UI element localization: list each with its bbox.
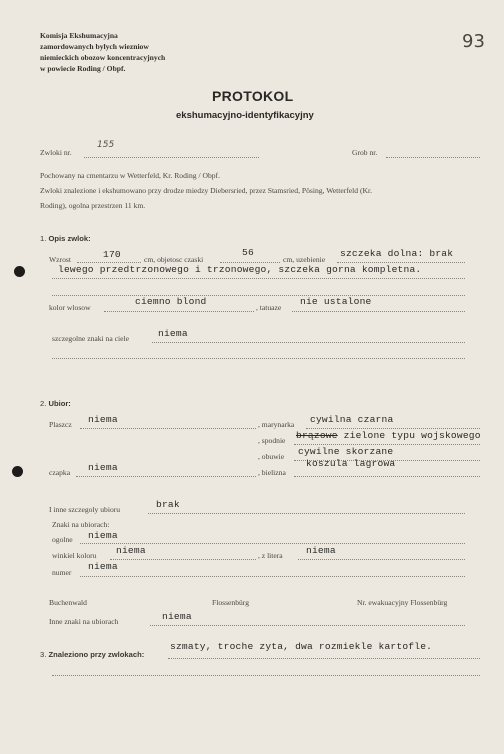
page-title: PROTOKOL [212,88,294,104]
marynarka-label: , marynarka [258,420,295,429]
wzrost-value: 170 [103,249,121,260]
objetosc-label: cm, objetosc czaski [144,255,204,264]
ogolne-value: niema [88,530,118,541]
org-line-4: w powiecie Roding / Obpf. [40,64,126,73]
obuwie-label: , obuwie [258,452,285,461]
nr-ewak-label: Nr. ewakuacyjny Flossenbürg [357,598,448,607]
spodnie-value: zielone typu wojskowego [343,430,481,441]
tatuaze-label: , tatuaze [256,303,282,312]
numer-value: niema [88,561,118,572]
buchenwald-label: Buchenwald [49,598,87,607]
plaszcz-label: Plaszcz [49,420,72,429]
tatuaze-value: nie ustalone [300,296,372,307]
z-litera-label: , z litera [258,551,283,560]
spodnie-label: , spodnie [258,436,286,445]
winkiel-label: winkiel koloru [52,551,97,560]
kolor-value: ciemno blond [135,296,207,307]
czapka-value: niema [88,462,118,473]
page-subtitle: ekshumacyjno-identyfikacyjny [176,110,314,121]
znaki-ubior-label: Znaki na ubiorach: [52,520,110,529]
uzebienie-value-1: szczeka dolna: brak [340,248,454,259]
page-number: 93 [462,31,485,52]
plaszcz-value: niema [88,414,118,425]
section-2-title: Ubior: [48,399,71,408]
inne-znaki-value: niema [162,611,192,622]
punch-hole-bottom [12,466,23,477]
numer-label: numer [52,568,72,577]
section-3-number: 3. [40,650,47,659]
obuwie-value: cywilne skorzane [298,446,394,457]
zwloki-label: Zwloki nr. [40,148,72,157]
inne-label: I inne szczegoly ubioru [49,505,121,514]
section-2-heading [40,399,71,408]
punch-hole-top [14,266,25,277]
section-1-number: 1. [40,234,47,243]
spodnie-value-line [296,430,481,441]
znalezione-text-2: Roding), ogolna przestrzen 11 km. [40,201,146,210]
inne-znaki-label: Inne znaki na ubiorach [49,617,119,626]
czaszka-value: 56 [242,247,254,258]
org-line-2: zamordowanych bylych wiezniow [40,42,149,51]
wzrost-label: Wzrost [49,255,71,264]
grob-label: Grob nr. [352,148,378,157]
bielizna-value: koszula lagrowa [306,458,396,469]
org-line-3: niemieckich obozow koncentracyjnych [40,53,166,62]
section-3-title: Znaleziono przy zwlokach: [48,650,145,659]
pochowany-text: Pochowany na cmentarzu w Wetterfeld, Kr. Roding / Obpf. [40,171,220,180]
inne-value: brak [156,499,180,510]
znaki-value: niema [158,328,188,339]
section-1-title: Opis zwlok: [48,234,91,243]
z-litera-value: niema [306,545,336,556]
section-1-heading [40,234,91,243]
uzebienie-label: cm, uzebienie [283,255,326,264]
znalezione-text-1: Zwloki znalezione i ekshumowano przy drodze miedzy Diebersried, przez Stamsried, Pösing, Wetterfeld (Kr. [40,186,373,195]
bielizna-label: , bielizna [258,468,286,477]
marynarka-value: cywilna czarna [310,414,394,425]
kolor-label: kolor wlosow [49,303,91,312]
section-3-heading [40,650,144,659]
ogolne-label: ogolne [52,535,73,544]
flossenburg-label: Flossenbürg [212,598,249,607]
winkiel-value: niema [116,545,146,556]
spodnie-struck: brązowe [296,430,338,441]
section-3-value: szmaty, troche zyta, dwa rozmiekle kartofle. [170,641,433,652]
zwloki-value: 155 [97,140,115,150]
section-2-number: 2. [40,399,47,408]
znaki-label: szczegolne znaki na ciele [52,334,129,343]
czapka-label: czapka [49,468,71,477]
uzebienie-value-2: lewego przedtrzonowego i trzonowego, szczeka gorna kompletna. [58,264,422,275]
org-line-1: Komisja Ekshumacyjna [40,31,118,40]
